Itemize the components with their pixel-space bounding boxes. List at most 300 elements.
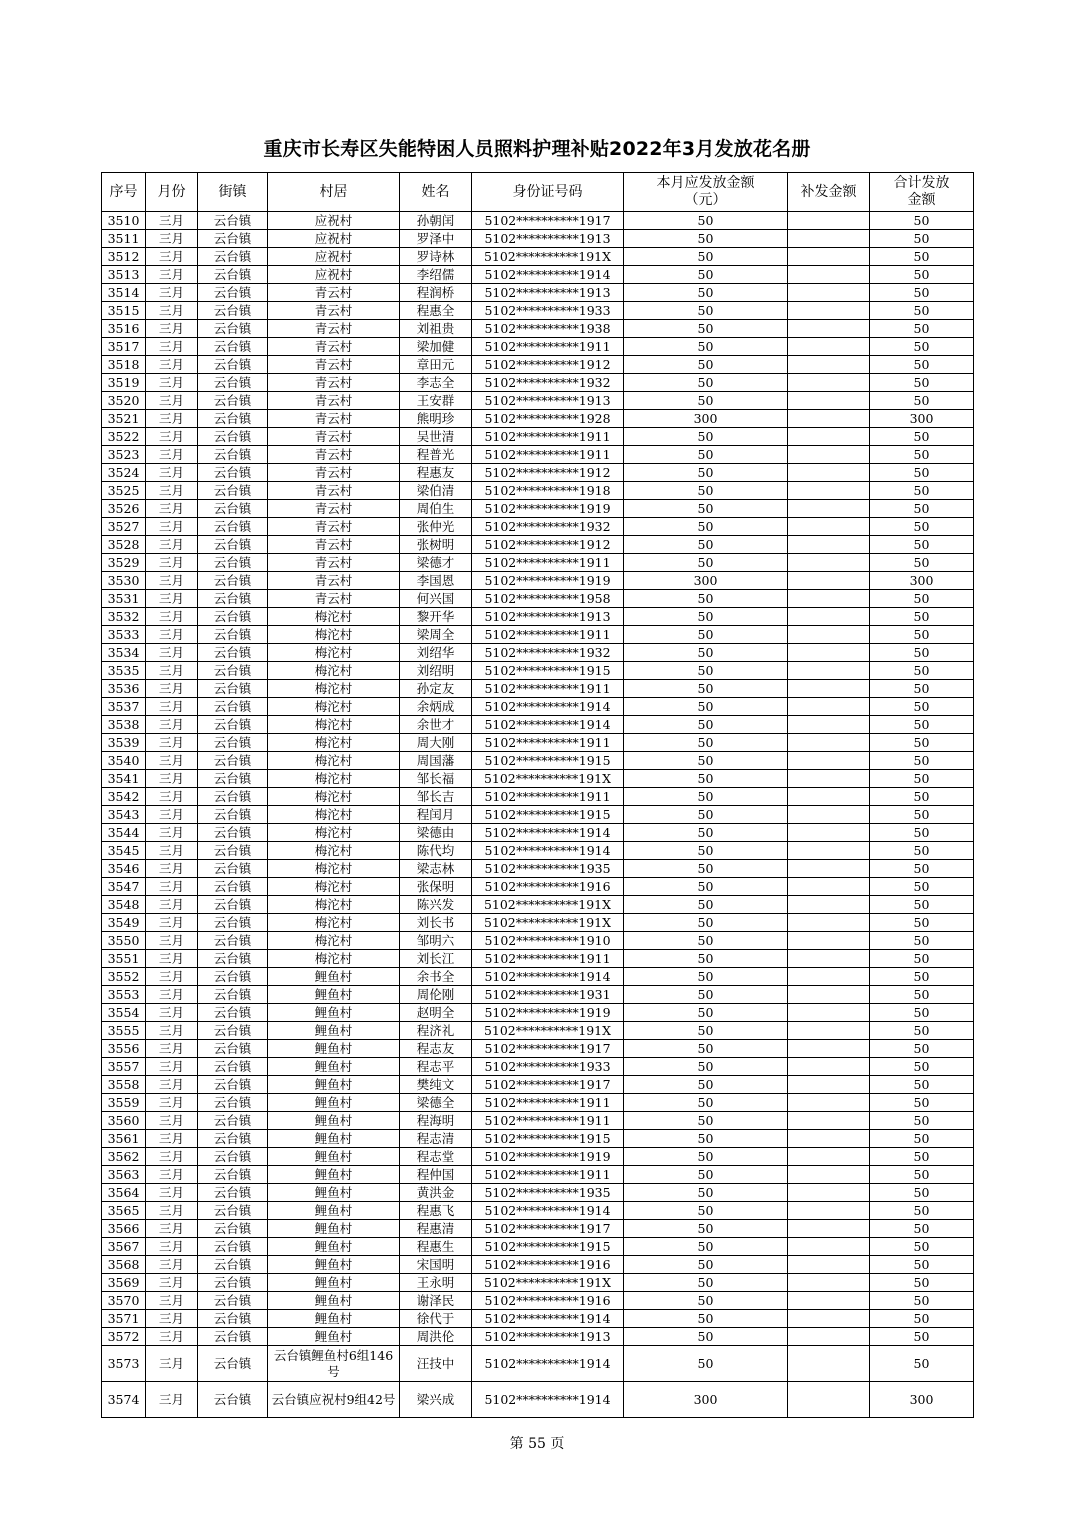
table-row <box>102 860 974 878</box>
cell-reissue <box>788 1076 870 1094</box>
cell-village: 梅沱村 <box>268 806 400 824</box>
cell-village: 鲤鱼村 <box>268 1004 400 1022</box>
cell-amount: 50 <box>624 374 788 392</box>
cell-total: 50 <box>870 1004 974 1022</box>
cell-town: 云台镇 <box>198 1112 268 1130</box>
table-row <box>102 842 974 860</box>
cell-amount: 50 <box>624 824 788 842</box>
cell-village: 鲤鱼村 <box>268 1130 400 1148</box>
cell-name: 王永明 <box>400 1274 472 1292</box>
cell-total: 50 <box>870 500 974 518</box>
header-amount-line2: （元） <box>684 192 727 208</box>
cell-reissue <box>788 950 870 968</box>
cell-name: 梁德才 <box>400 554 472 572</box>
cell-reissue <box>788 482 870 500</box>
cell-id-number: 5102**********1914 <box>472 266 624 284</box>
cell-seq: 3538 <box>102 716 146 734</box>
cell-id-number: 5102**********1928 <box>472 410 624 428</box>
cell-id-number: 5102**********1910 <box>472 932 624 950</box>
cell-seq: 3547 <box>102 878 146 896</box>
cell-village: 鲤鱼村 <box>268 1094 400 1112</box>
table-row <box>102 788 974 806</box>
table-row <box>102 590 974 608</box>
cell-village: 应祝村 <box>268 266 400 284</box>
cell-village: 梅沱村 <box>268 950 400 968</box>
cell-amount: 50 <box>624 1166 788 1184</box>
cell-id-number: 5102**********191X <box>472 1274 624 1292</box>
cell-name: 孙定友 <box>400 680 472 698</box>
cell-town: 云台镇 <box>198 770 268 788</box>
cell-name: 李志全 <box>400 374 472 392</box>
cell-reissue <box>788 572 870 590</box>
cell-id-number: 5102**********1911 <box>472 1094 624 1112</box>
table-row <box>102 716 974 734</box>
cell-amount: 50 <box>624 914 788 932</box>
cell-total: 50 <box>870 1112 974 1130</box>
cell-amount: 50 <box>624 698 788 716</box>
cell-amount: 50 <box>624 320 788 338</box>
cell-village: 梅沱村 <box>268 896 400 914</box>
table-row <box>102 446 974 464</box>
cell-reissue <box>788 1256 870 1274</box>
cell-id-number: 5102**********1913 <box>472 1328 624 1346</box>
cell-amount: 50 <box>624 212 788 230</box>
cell-total: 50 <box>870 1184 974 1202</box>
cell-name: 余世才 <box>400 716 472 734</box>
cell-seq: 3524 <box>102 464 146 482</box>
cell-town: 云台镇 <box>198 392 268 410</box>
table-row <box>102 1184 974 1202</box>
cell-amount: 50 <box>624 1238 788 1256</box>
table-row <box>102 1292 974 1310</box>
cell-seq: 3567 <box>102 1238 146 1256</box>
cell-seq: 3537 <box>102 698 146 716</box>
cell-town: 云台镇 <box>198 824 268 842</box>
cell-town: 云台镇 <box>198 698 268 716</box>
cell-town: 云台镇 <box>198 518 268 536</box>
cell-reissue <box>788 896 870 914</box>
cell-town: 云台镇 <box>198 212 268 230</box>
table-row <box>102 1022 974 1040</box>
cell-seq: 3528 <box>102 536 146 554</box>
cell-name: 程志清 <box>400 1130 472 1148</box>
cell-reissue <box>788 788 870 806</box>
cell-town: 云台镇 <box>198 428 268 446</box>
cell-town: 云台镇 <box>198 338 268 356</box>
cell-town: 云台镇 <box>198 1148 268 1166</box>
cell-total: 300 <box>870 572 974 590</box>
table-row <box>102 482 974 500</box>
cell-town: 云台镇 <box>198 1310 268 1328</box>
cell-village: 云台镇应祝村9组42号 <box>268 1382 400 1418</box>
cell-seq: 3540 <box>102 752 146 770</box>
header-reissue: 补发金额 <box>788 173 870 212</box>
cell-reissue <box>788 374 870 392</box>
cell-id-number: 5102**********1911 <box>472 680 624 698</box>
cell-total: 50 <box>870 932 974 950</box>
cell-amount: 50 <box>624 1274 788 1292</box>
cell-id-number: 5102**********1914 <box>472 1382 624 1418</box>
cell-reissue <box>788 248 870 266</box>
cell-village: 青云村 <box>268 302 400 320</box>
cell-total: 50 <box>870 968 974 986</box>
cell-name: 周国藩 <box>400 752 472 770</box>
cell-reissue <box>788 284 870 302</box>
cell-id-number: 5102**********1916 <box>472 878 624 896</box>
cell-amount: 50 <box>624 1310 788 1328</box>
cell-name: 余炳成 <box>400 698 472 716</box>
cell-seq: 3513 <box>102 266 146 284</box>
cell-village: 青云村 <box>268 518 400 536</box>
table-row <box>102 356 974 374</box>
cell-village: 梅沱村 <box>268 752 400 770</box>
cell-town: 云台镇 <box>198 896 268 914</box>
cell-village: 梅沱村 <box>268 680 400 698</box>
cell-month: 三月 <box>146 1202 198 1220</box>
cell-id-number: 5102**********1933 <box>472 1058 624 1076</box>
cell-month: 三月 <box>146 482 198 500</box>
cell-id-number: 5102**********1915 <box>472 806 624 824</box>
table-row <box>102 770 974 788</box>
cell-reissue <box>788 266 870 284</box>
cell-name: 程普光 <box>400 446 472 464</box>
cell-reissue <box>788 590 870 608</box>
cell-reissue <box>788 338 870 356</box>
cell-month: 三月 <box>146 842 198 860</box>
cell-town: 云台镇 <box>198 716 268 734</box>
cell-village: 鲤鱼村 <box>268 1112 400 1130</box>
cell-village: 鲤鱼村 <box>268 1256 400 1274</box>
cell-total: 50 <box>870 464 974 482</box>
cell-amount: 50 <box>624 392 788 410</box>
cell-town: 云台镇 <box>198 1274 268 1292</box>
cell-month: 三月 <box>146 1130 198 1148</box>
cell-amount: 50 <box>624 482 788 500</box>
cell-village: 梅沱村 <box>268 842 400 860</box>
cell-name: 邹长福 <box>400 770 472 788</box>
cell-id-number: 5102**********1911 <box>472 788 624 806</box>
cell-village: 青云村 <box>268 554 400 572</box>
cell-amount: 50 <box>624 536 788 554</box>
cell-name: 邹长吉 <box>400 788 472 806</box>
cell-village: 梅沱村 <box>268 734 400 752</box>
cell-seq: 3514 <box>102 284 146 302</box>
cell-name: 周大刚 <box>400 734 472 752</box>
cell-amount: 50 <box>624 1004 788 1022</box>
cell-reissue <box>788 626 870 644</box>
cell-village: 青云村 <box>268 374 400 392</box>
header-id-number: 身份证号码 <box>472 173 624 212</box>
cell-month: 三月 <box>146 1256 198 1274</box>
cell-name: 余书全 <box>400 968 472 986</box>
cell-name: 罗诗林 <box>400 248 472 266</box>
cell-seq: 3559 <box>102 1094 146 1112</box>
cell-town: 云台镇 <box>198 1040 268 1058</box>
cell-month: 三月 <box>146 284 198 302</box>
header-total-line2: 金额 <box>907 192 936 208</box>
cell-amount: 50 <box>624 716 788 734</box>
cell-name: 程惠友 <box>400 464 472 482</box>
cell-town: 云台镇 <box>198 1292 268 1310</box>
cell-reissue <box>788 1040 870 1058</box>
cell-name: 周伦刚 <box>400 986 472 1004</box>
cell-name: 梁兴成 <box>400 1382 472 1418</box>
cell-amount: 300 <box>624 410 788 428</box>
cell-reissue <box>788 1310 870 1328</box>
table-row <box>102 1256 974 1274</box>
table-row <box>102 734 974 752</box>
cell-reissue <box>788 1346 870 1382</box>
cell-total: 50 <box>870 1166 974 1184</box>
cell-month: 三月 <box>146 662 198 680</box>
cell-town: 云台镇 <box>198 914 268 932</box>
cell-total: 50 <box>870 986 974 1004</box>
cell-amount: 50 <box>624 1130 788 1148</box>
cell-month: 三月 <box>146 680 198 698</box>
cell-name: 邹明六 <box>400 932 472 950</box>
cell-reissue <box>788 680 870 698</box>
table-row <box>102 320 974 338</box>
cell-village: 鲤鱼村 <box>268 968 400 986</box>
cell-id-number: 5102**********191X <box>472 770 624 788</box>
cell-village: 梅沱村 <box>268 824 400 842</box>
cell-town: 云台镇 <box>198 932 268 950</box>
cell-name: 徐代于 <box>400 1310 472 1328</box>
cell-town: 云台镇 <box>198 500 268 518</box>
cell-id-number: 5102**********191X <box>472 896 624 914</box>
cell-seq: 3554 <box>102 1004 146 1022</box>
cell-name: 刘绍明 <box>400 662 472 680</box>
cell-seq: 3549 <box>102 914 146 932</box>
cell-id-number: 5102**********1919 <box>472 572 624 590</box>
cell-reissue <box>788 716 870 734</box>
cell-name: 何兴国 <box>400 590 472 608</box>
cell-seq: 3571 <box>102 1310 146 1328</box>
cell-month: 三月 <box>146 734 198 752</box>
table-row <box>102 428 974 446</box>
cell-town: 云台镇 <box>198 986 268 1004</box>
cell-village: 鲤鱼村 <box>268 1274 400 1292</box>
table-row <box>102 230 974 248</box>
cell-town: 云台镇 <box>198 788 268 806</box>
cell-town: 云台镇 <box>198 1058 268 1076</box>
cell-reissue <box>788 734 870 752</box>
cell-month: 三月 <box>146 1346 198 1382</box>
cell-month: 三月 <box>146 716 198 734</box>
cell-month: 三月 <box>146 464 198 482</box>
cell-town: 云台镇 <box>198 1022 268 1040</box>
cell-id-number: 5102**********1931 <box>472 986 624 1004</box>
cell-seq: 3516 <box>102 320 146 338</box>
cell-month: 三月 <box>146 500 198 518</box>
cell-town: 云台镇 <box>198 1094 268 1112</box>
cell-reissue <box>788 518 870 536</box>
cell-total: 50 <box>870 428 974 446</box>
cell-town: 云台镇 <box>198 1130 268 1148</box>
cell-id-number: 5102**********1911 <box>472 734 624 752</box>
cell-total: 50 <box>870 1292 974 1310</box>
cell-reissue <box>788 806 870 824</box>
cell-month: 三月 <box>146 374 198 392</box>
cell-town: 云台镇 <box>198 662 268 680</box>
cell-town: 云台镇 <box>198 644 268 662</box>
cell-id-number: 5102**********1911 <box>472 428 624 446</box>
cell-total: 50 <box>870 1202 974 1220</box>
cell-reissue <box>788 1166 870 1184</box>
cell-name: 程仲国 <box>400 1166 472 1184</box>
cell-seq: 3519 <box>102 374 146 392</box>
cell-id-number: 5102**********1919 <box>472 1148 624 1166</box>
cell-amount: 50 <box>624 968 788 986</box>
cell-amount: 50 <box>624 1040 788 1058</box>
cell-town: 云台镇 <box>198 536 268 554</box>
cell-name: 孙朝闰 <box>400 212 472 230</box>
cell-amount: 50 <box>624 1220 788 1238</box>
cell-seq: 3550 <box>102 932 146 950</box>
cell-village: 梅沱村 <box>268 716 400 734</box>
cell-total: 50 <box>870 1238 974 1256</box>
table-row <box>102 284 974 302</box>
cell-month: 三月 <box>146 248 198 266</box>
cell-village: 青云村 <box>268 320 400 338</box>
table-row <box>102 914 974 932</box>
cell-month: 三月 <box>146 392 198 410</box>
cell-id-number: 5102**********191X <box>472 914 624 932</box>
cell-month: 三月 <box>146 896 198 914</box>
cell-total: 50 <box>870 518 974 536</box>
cell-town: 云台镇 <box>198 1076 268 1094</box>
cell-name: 梁周全 <box>400 626 472 644</box>
cell-total: 50 <box>870 212 974 230</box>
cell-id-number: 5102**********1915 <box>472 662 624 680</box>
cell-month: 三月 <box>146 518 198 536</box>
cell-id-number: 5102**********1915 <box>472 1238 624 1256</box>
cell-seq: 3530 <box>102 572 146 590</box>
cell-total: 50 <box>870 1022 974 1040</box>
cell-total: 50 <box>870 284 974 302</box>
cell-seq: 3510 <box>102 212 146 230</box>
cell-id-number: 5102**********1911 <box>472 1112 624 1130</box>
cell-reissue <box>788 302 870 320</box>
cell-amount: 50 <box>624 428 788 446</box>
table-row <box>102 968 974 986</box>
cell-total: 50 <box>870 320 974 338</box>
table-row <box>102 1310 974 1328</box>
cell-amount: 50 <box>624 896 788 914</box>
cell-village: 鲤鱼村 <box>268 1328 400 1346</box>
cell-total: 50 <box>870 752 974 770</box>
cell-seq: 3541 <box>102 770 146 788</box>
cell-id-number: 5102**********1911 <box>472 554 624 572</box>
cell-reissue <box>788 446 870 464</box>
table-row <box>102 500 974 518</box>
cell-name: 程志堂 <box>400 1148 472 1166</box>
table-row <box>102 626 974 644</box>
cell-village: 应祝村 <box>268 248 400 266</box>
cell-amount: 50 <box>624 734 788 752</box>
cell-reissue <box>788 212 870 230</box>
cell-seq: 3560 <box>102 1112 146 1130</box>
table-row <box>102 950 974 968</box>
cell-reissue <box>788 1328 870 1346</box>
cell-month: 三月 <box>146 1310 198 1328</box>
cell-seq: 3562 <box>102 1148 146 1166</box>
cell-total: 50 <box>870 1328 974 1346</box>
cell-total: 50 <box>870 1310 974 1328</box>
cell-seq: 3558 <box>102 1076 146 1094</box>
page-number: 第 55 页 <box>509 1436 565 1452</box>
cell-reissue <box>788 1004 870 1022</box>
cell-seq: 3548 <box>102 896 146 914</box>
cell-seq: 3544 <box>102 824 146 842</box>
cell-reissue <box>788 860 870 878</box>
cell-month: 三月 <box>146 1238 198 1256</box>
cell-amount: 50 <box>624 842 788 860</box>
cell-village: 鲤鱼村 <box>268 1040 400 1058</box>
cell-town: 云台镇 <box>198 950 268 968</box>
cell-id-number: 5102**********1911 <box>472 446 624 464</box>
cell-id-number: 5102**********1913 <box>472 392 624 410</box>
cell-village: 应祝村 <box>268 230 400 248</box>
cell-reissue <box>788 698 870 716</box>
table-row <box>102 1328 974 1346</box>
cell-id-number: 5102**********1912 <box>472 464 624 482</box>
cell-name: 程惠清 <box>400 1220 472 1238</box>
table-row <box>102 248 974 266</box>
cell-amount: 50 <box>624 1184 788 1202</box>
cell-total: 50 <box>870 1094 974 1112</box>
cell-name: 程闰月 <box>400 806 472 824</box>
cell-name: 程惠全 <box>400 302 472 320</box>
cell-town: 云台镇 <box>198 320 268 338</box>
cell-id-number: 5102**********1911 <box>472 626 624 644</box>
cell-village: 青云村 <box>268 482 400 500</box>
cell-seq: 3515 <box>102 302 146 320</box>
cell-id-number: 5102**********1917 <box>472 1220 624 1238</box>
cell-total: 50 <box>870 590 974 608</box>
cell-seq: 3566 <box>102 1220 146 1238</box>
cell-total: 50 <box>870 1040 974 1058</box>
cell-id-number: 5102**********1935 <box>472 1184 624 1202</box>
cell-town: 云台镇 <box>198 734 268 752</box>
cell-id-number: 5102**********1915 <box>472 1130 624 1148</box>
cell-month: 三月 <box>146 230 198 248</box>
cell-town: 云台镇 <box>198 1220 268 1238</box>
cell-month: 三月 <box>146 968 198 986</box>
cell-id-number: 5102**********1933 <box>472 302 624 320</box>
cell-amount: 50 <box>624 644 788 662</box>
cell-village: 鲤鱼村 <box>268 1022 400 1040</box>
cell-town: 云台镇 <box>198 266 268 284</box>
cell-month: 三月 <box>146 986 198 1004</box>
cell-amount: 50 <box>624 878 788 896</box>
header-amount-line1: 本月应发放金额 <box>656 175 755 191</box>
cell-seq: 3531 <box>102 590 146 608</box>
cell-amount: 50 <box>624 806 788 824</box>
cell-id-number: 5102**********1912 <box>472 356 624 374</box>
cell-reissue <box>788 878 870 896</box>
cell-town: 云台镇 <box>198 572 268 590</box>
cell-total: 50 <box>870 356 974 374</box>
cell-amount: 50 <box>624 860 788 878</box>
table-body <box>102 212 974 1418</box>
cell-id-number: 5102**********1932 <box>472 518 624 536</box>
cell-total: 50 <box>870 1058 974 1076</box>
cell-name: 梁志林 <box>400 860 472 878</box>
cell-amount: 50 <box>624 986 788 1004</box>
cell-amount: 50 <box>624 1076 788 1094</box>
cell-name: 刘长书 <box>400 914 472 932</box>
